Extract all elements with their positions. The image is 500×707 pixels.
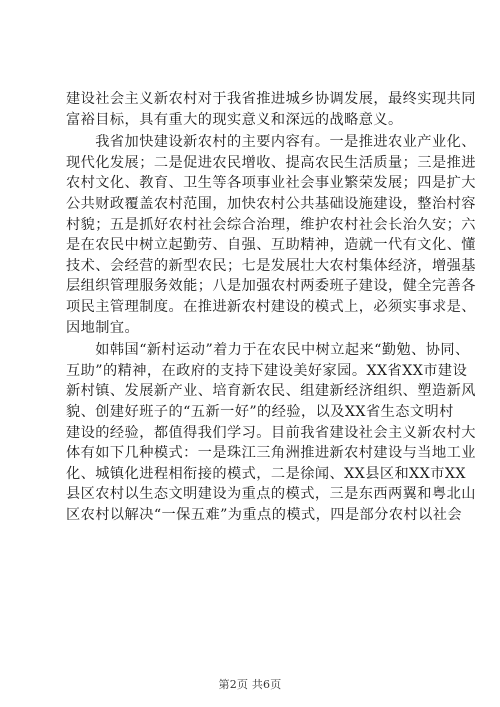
text-line: 化、城镇化进程相衔接的模式，二是徐闻、XX县区和XX市XX [66,465,466,482]
paragraph-start-line: 如韩国“新村运动”着力于在农民中树立起来“勤勉、协同、 [66,342,470,359]
text-line: 新村镇、发展新产业、培育新农民、组建新经济组织、塑造新风 [66,383,476,400]
text-line: 层组织管理服务效能；八是加强农村两委班子建设，健全完善各 [66,278,476,295]
body-text [66,89,476,525]
text-line: 县区农村以生态文明建设为重点的模式，三是东西两翼和粤北山 [66,486,476,503]
text-line: 建设社会主义新农村对于我省推进城乡协调发展，最终实现共同 [66,91,476,107]
text-line: 公共财政覆盖农村范围，加快农村公共基础设施建设，整治村容 [66,195,476,212]
text-line: 体有如下几种模式：一是珠江三角洲推进新农村建设与当地工业 [66,445,476,462]
text-line: 貌、创建好班子的“五新一好”的经验，以及XX省生态文明村 [66,403,454,420]
text-line: 现代化发展；二是促进农民增收、提高农民生活质量；三是推进 [66,154,476,171]
text-line: 项民主管理制度。在推进新农村建设的模式上，必须实事求是、 [66,298,476,315]
text-line: 建设的经验，都值得我们学习。目前我省建设社会主义新农村大 [66,424,476,441]
text-line: 技术、会经营的新型农民；七是发展壮大农村集体经济，增强基 [66,257,476,274]
text-line: 是在农民中树立起勤劳、自强、互助精神，造就一代有文化、懂 [66,237,476,254]
text-line: 村貌；五是抓好农村社会综合治理，维护农村社会长治久安；六 [66,216,476,233]
text-line: 区农村以解决“一保五难”为重点的模式，四是部分农村以社会 [66,506,462,523]
text-line: 互助”的精神，在政府的支持下建设美好家园。XX省XX市建设 [66,362,468,379]
text-line: 农村文化、教育、卫生等各项事业社会事业繁荣发展；四是扩大 [66,175,476,192]
text-line: 富裕目标，具有重大的现实意义和深远的战略意义。 [66,111,403,128]
page-number-footer: 第2页 共6页 [218,678,282,691]
paragraph-start-line: 我省加快建设新农村的主要内容有。一是推进农业产业化、 [66,134,476,151]
text-line: 因地制宜。 [66,319,140,336]
